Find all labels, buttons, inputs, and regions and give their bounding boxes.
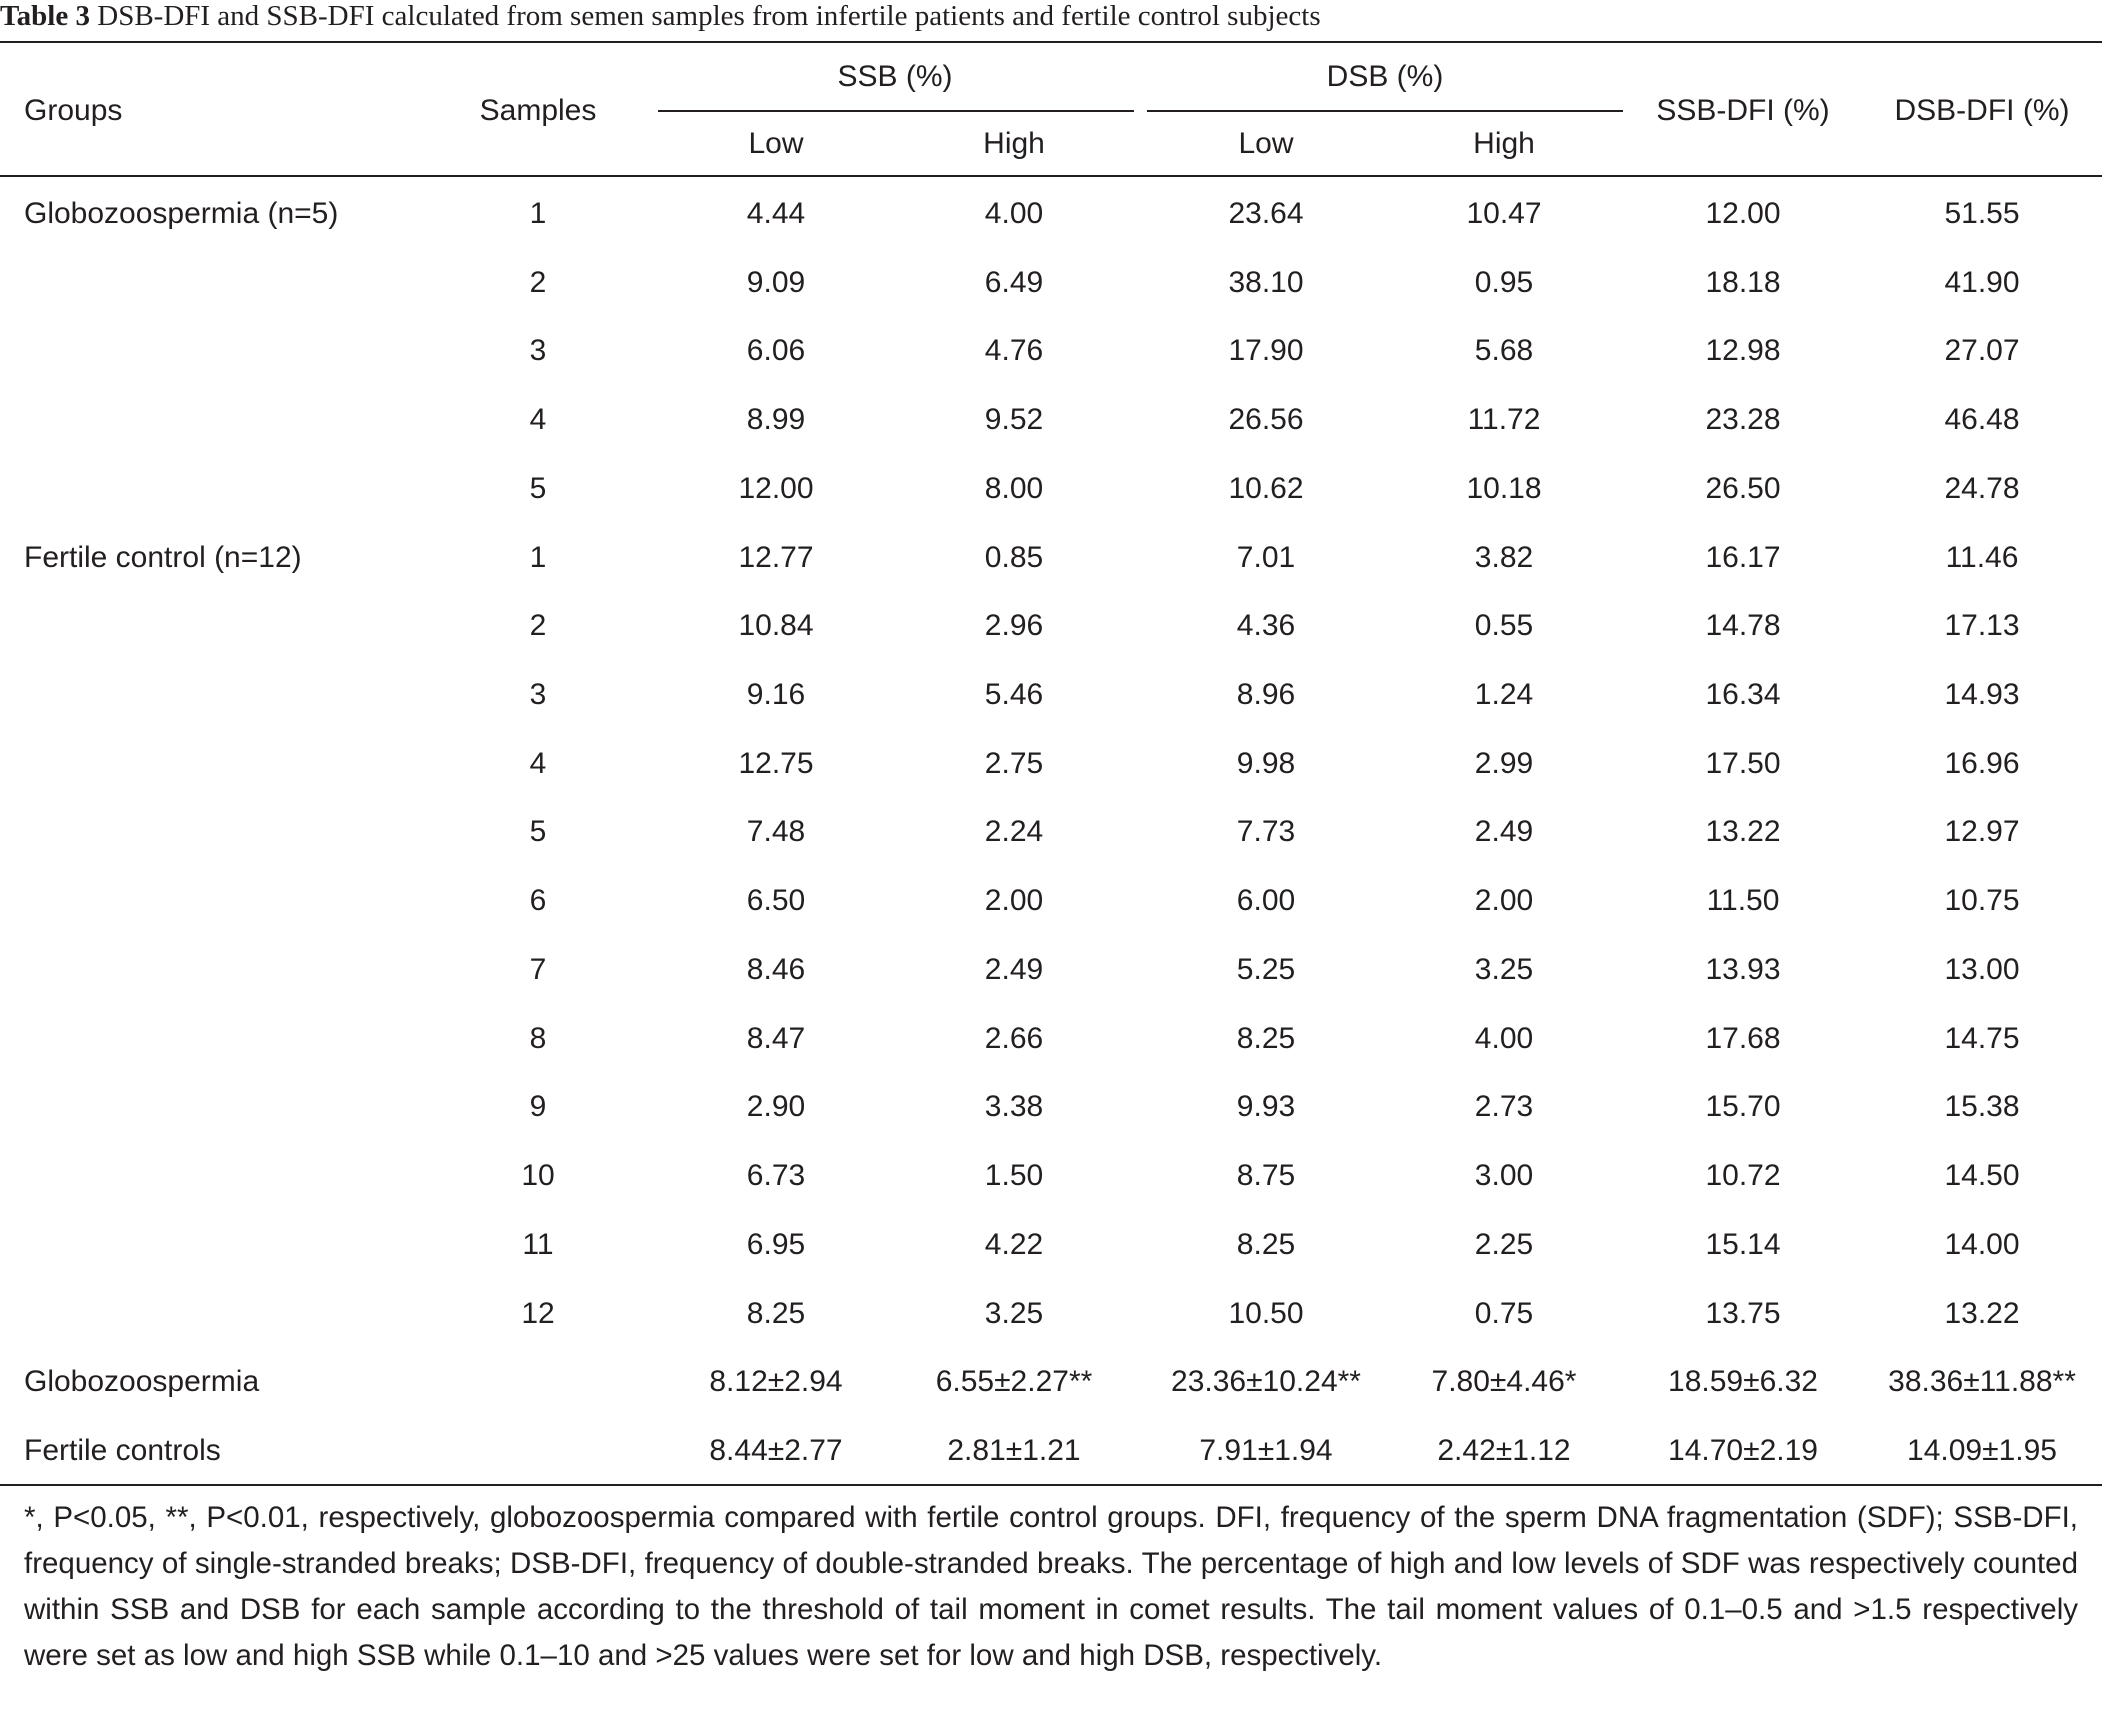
cell-dsb-dfi: 13.22: [1944, 1296, 2020, 1330]
cell-dsb-high: 7.80±4.46*: [1431, 1365, 1577, 1399]
cell-ssb-high: 4.22: [984, 1227, 1044, 1261]
cell-dsb-dfi: 41.90: [1944, 265, 2020, 299]
cell-ssb-dfi: 12.00: [1705, 197, 1781, 230]
cell-sample: 7: [529, 952, 547, 986]
cell-ssb-low: 6.95: [746, 1227, 806, 1261]
cell-ssb-low: 7.48: [746, 815, 806, 849]
cell-dsb-low: 4.36: [1236, 609, 1296, 643]
cell-dsb-high: 2.49: [1474, 815, 1534, 849]
cell-ssb-low: 8.44±2.77: [709, 1433, 843, 1467]
cell-dsb-dfi: 46.48: [1944, 403, 2020, 437]
cell-dsb-low: 7.73: [1236, 815, 1296, 849]
cell-ssb-low: 12.00: [738, 471, 814, 505]
cell-ssb-low: 6.50: [746, 884, 806, 918]
cell-ssb-dfi: 12.98: [1705, 334, 1781, 368]
cell-ssb-dfi: 16.17: [1705, 540, 1781, 574]
cell-dsb-low: 17.90: [1228, 334, 1304, 368]
cell-sample: 3: [529, 678, 547, 712]
cell-sample: 5: [529, 471, 547, 505]
table-footnote: *, P<0.05, **, P<0.01, respectively, globozoospermia compared with fertile control groups. DFI, frequency of the sperm DNA fragmentation (SDF); SSB-DFI, frequency of single-stranded breaks; DSB-DFI, frequency of double-stranded breaks. The percentage of high and low levels of SDF was respectively counted within SSB and DSB for each sample according to the threshold of tail moment in comet results. The tail moment values of 0.1–0.5 and >1.5 respectively were set as low and high SSB while 0.1–10 and >25 values were set for low and high DSB, respectively.: [24, 1501, 2078, 1672]
header-ssb-dfi: SSB-DFI (%): [1656, 94, 1830, 127]
table-caption: [0, 0, 2102, 38]
cell-ssb-high: 3.38: [984, 1090, 1044, 1124]
cell-dsb-high: 0.75: [1474, 1296, 1534, 1330]
cell-ssb-dfi: 13.22: [1705, 815, 1781, 849]
cell-ssb-low: 8.47: [746, 1021, 806, 1055]
cell-dsb-low: 8.96: [1236, 678, 1296, 712]
header-groups: Groups: [24, 94, 123, 127]
cell-ssb-high: 6.49: [984, 265, 1044, 299]
cell-dsb-low: 23.64: [1228, 197, 1304, 230]
cell-ssb-high: 6.55±2.27**: [935, 1365, 1093, 1399]
cell-ssb-high: 2.81±1.21: [947, 1433, 1081, 1467]
cell-dsb-dfi: 13.00: [1944, 952, 2020, 986]
cell-ssb-dfi: 14.70±2.19: [1668, 1433, 1818, 1467]
cell-ssb-low: 8.25: [746, 1296, 806, 1330]
cell-dsb-high: 11.72: [1467, 403, 1541, 437]
cell-dsb-dfi: 14.00: [1944, 1227, 2020, 1261]
cell-dsb-high: 3.25: [1474, 952, 1534, 986]
cell-dsb-low: 8.25: [1236, 1021, 1296, 1055]
cell-ssb-low: 6.06: [746, 334, 806, 368]
cell-ssb-low: 12.75: [738, 746, 814, 780]
cell-dsb-dfi: 27.07: [1944, 334, 2020, 368]
cell-sample: 5: [529, 815, 547, 849]
header-dsb-high: High: [1473, 127, 1535, 160]
cell-sample: 1: [529, 540, 547, 574]
cell-dsb-high: 2.42±1.12: [1437, 1433, 1571, 1467]
cell-ssb-high: 2.66: [984, 1021, 1044, 1055]
cell-dsb-dfi: 51.55: [1944, 197, 2020, 230]
cell-ssb-dfi: 17.68: [1705, 1021, 1781, 1055]
cell-dsb-high: 1.24: [1474, 678, 1534, 712]
cell-sample: 10: [521, 1159, 555, 1193]
cell-dsb-low: 8.75: [1236, 1159, 1296, 1193]
cell-dsb-dfi: 14.93: [1944, 678, 2020, 712]
cell-dsb-low: 7.01: [1236, 540, 1296, 574]
cell-ssb-high: 2.96: [984, 609, 1044, 643]
cell-ssb-low: 8.46: [746, 952, 806, 986]
cell-sample: 11: [522, 1227, 554, 1261]
cell-dsb-low: 10.62: [1228, 471, 1304, 505]
cell-ssb-high: 9.52: [984, 403, 1044, 437]
cell-sample: 2: [529, 265, 547, 299]
cell-dsb-low: 8.25: [1236, 1227, 1296, 1261]
cell-dsb-high: 3.82: [1474, 540, 1534, 574]
cell-sample: 3: [529, 334, 547, 368]
cell-ssb-dfi: 11.50: [1706, 884, 1780, 918]
cell-sample: 4: [529, 746, 547, 780]
cell-dsb-dfi: 15.38: [1944, 1090, 2020, 1124]
cell-ssb-dfi: 17.50: [1705, 746, 1781, 780]
cell-dsb-high: 3.00: [1474, 1159, 1534, 1193]
cell-dsb-high: 2.73: [1474, 1090, 1534, 1124]
header-ssb: SSB (%): [837, 60, 953, 93]
cell-group: Fertile control (n=12): [24, 540, 302, 574]
cell-dsb-low: 9.98: [1236, 746, 1296, 780]
cell-dsb-dfi: 10.75: [1944, 884, 2020, 918]
cell-ssb-low: 2.90: [746, 1090, 806, 1124]
cell-dsb-high: 0.55: [1474, 609, 1534, 643]
cell-dsb-dfi: 24.78: [1944, 471, 2020, 505]
cell-ssb-high: 2.00: [984, 884, 1044, 918]
header-ssb-high: High: [983, 127, 1045, 160]
cell-dsb-high: 2.99: [1474, 746, 1534, 780]
cell-group: Fertile controls: [24, 1433, 221, 1467]
cell-dsb-dfi: 14.09±1.95: [1907, 1433, 2057, 1467]
cell-dsb-low: 5.25: [1236, 952, 1296, 986]
cell-group: Globozoospermia (n=5): [24, 197, 339, 230]
header-dsb: DSB (%): [1326, 60, 1444, 93]
cell-ssb-low: 8.99: [746, 403, 806, 437]
cell-dsb-dfi: 38.36±11.88**: [1888, 1365, 2076, 1399]
cell-dsb-dfi: 14.75: [1944, 1021, 2020, 1055]
cell-dsb-low: 26.56: [1228, 403, 1304, 437]
header-dsb-dfi: DSB-DFI (%): [1894, 94, 2070, 127]
cell-ssb-high: 1.50: [984, 1159, 1044, 1193]
cell-dsb-high: 0.95: [1474, 265, 1534, 299]
cell-ssb-dfi: 26.50: [1705, 471, 1781, 505]
cell-sample: 2: [529, 609, 547, 643]
header-dsb-low: Low: [1238, 127, 1294, 160]
cell-ssb-dfi: 16.34: [1705, 678, 1781, 712]
cell-ssb-high: 8.00: [984, 471, 1044, 505]
cell-ssb-high: 2.49: [984, 952, 1044, 986]
ssb-header-rule: [658, 110, 1134, 112]
cell-ssb-dfi: 23.28: [1705, 403, 1781, 437]
cell-ssb-high: 2.75: [984, 746, 1044, 780]
table-top-rule: [0, 41, 2102, 43]
cell-dsb-dfi: 14.50: [1944, 1159, 2020, 1193]
cell-dsb-low: 23.36±10.24**: [1171, 1365, 1361, 1399]
table-title: DSB-DFI and SSB-DFI calculated from semen samples from infertile patients and fertile control subjects: [97, 0, 1321, 32]
header-ssb-low: Low: [748, 127, 804, 160]
cell-ssb-low: 8.12±2.94: [709, 1365, 843, 1399]
cell-ssb-high: 4.76: [984, 334, 1044, 368]
cell-dsb-high: 5.68: [1474, 334, 1534, 368]
cell-ssb-low: 9.09: [746, 265, 806, 299]
cell-ssb-high: 2.24: [984, 815, 1044, 849]
cell-dsb-high: 4.00: [1474, 1021, 1534, 1055]
cell-sample: 9: [529, 1090, 547, 1124]
cell-ssb-dfi: 18.59±6.32: [1668, 1365, 1818, 1399]
cell-ssb-dfi: 13.93: [1705, 952, 1781, 986]
cell-dsb-high: 10.18: [1466, 471, 1542, 505]
cell-ssb-low: 4.44: [746, 197, 806, 230]
cell-ssb-high: 4.00: [984, 197, 1044, 230]
cell-dsb-dfi: 16.96: [1944, 746, 2020, 780]
cell-ssb-low: 6.73: [746, 1159, 806, 1193]
table-label: Table 3: [0, 0, 90, 32]
cell-dsb-low: 9.93: [1236, 1090, 1296, 1124]
cell-dsb-dfi: 17.13: [1944, 609, 2020, 643]
table-bottom-rule: [0, 1484, 2102, 1486]
cell-dsb-low: 38.10: [1228, 265, 1304, 299]
cell-ssb-dfi: 15.70: [1705, 1090, 1781, 1124]
cell-ssb-dfi: 18.18: [1705, 265, 1781, 299]
cell-dsb-low: 7.91±1.94: [1199, 1433, 1333, 1467]
dsb-header-rule: [1147, 110, 1623, 112]
cell-ssb-dfi: 13.75: [1705, 1296, 1781, 1330]
cell-ssb-high: 0.85: [984, 540, 1044, 574]
cell-ssb-dfi: 14.78: [1705, 609, 1781, 643]
header-samples: Samples: [479, 94, 597, 127]
cell-ssb-dfi: 10.72: [1705, 1159, 1781, 1193]
cell-ssb-high: 3.25: [984, 1296, 1044, 1330]
cell-dsb-high: 2.25: [1474, 1227, 1534, 1261]
cell-sample: 6: [529, 884, 547, 918]
cell-dsb-dfi: 11.46: [1945, 540, 2019, 574]
cell-dsb-dfi: 12.97: [1944, 815, 2020, 849]
cell-sample: 12: [521, 1296, 555, 1330]
cell-dsb-low: 10.50: [1228, 1296, 1304, 1330]
cell-ssb-low: 9.16: [746, 678, 806, 712]
cell-dsb-high: 10.47: [1466, 197, 1542, 230]
cell-sample: 4: [529, 403, 547, 437]
header-bottom-rule: [0, 175, 2102, 177]
cell-sample: 1: [529, 197, 547, 230]
cell-group: Globozoospermia: [24, 1365, 260, 1399]
cell-dsb-high: 2.00: [1474, 884, 1534, 918]
cell-ssb-high: 5.46: [984, 678, 1044, 712]
cell-sample: 8: [529, 1021, 547, 1055]
cell-ssb-dfi: 15.14: [1705, 1227, 1781, 1261]
cell-ssb-low: 12.77: [738, 540, 814, 574]
cell-dsb-low: 6.00: [1236, 884, 1296, 918]
cell-ssb-low: 10.84: [738, 609, 814, 643]
